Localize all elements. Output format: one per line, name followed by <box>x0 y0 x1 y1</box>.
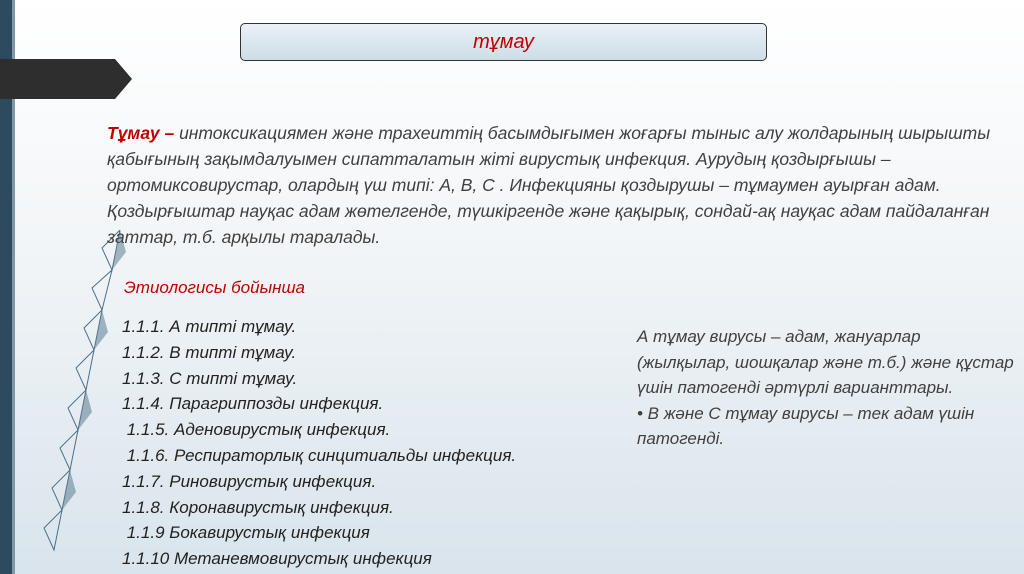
side-note <box>637 324 1017 452</box>
decor-triangle <box>60 430 78 470</box>
list-item: 1.1.10 Метаневмовирустық инфекция <box>122 549 432 569</box>
etiology-list <box>122 314 516 572</box>
list-item: 1.1.5. Аденовирустық инфекция. <box>122 420 391 440</box>
list-item: 1.1.1. А типті тұмау. <box>122 317 297 336</box>
decorative-triangles <box>40 230 130 574</box>
list-item: 1.1.9 Бокавирустық инфекция <box>122 523 370 543</box>
list-item: 1.1.4. Парагриппозды инфекция. <box>122 394 384 414</box>
arrow-tab-decoration <box>0 59 132 99</box>
list-item: 1.1.2. В типті тұмау. <box>122 342 297 362</box>
decor-triangle <box>92 270 112 310</box>
decor-triangle <box>76 350 94 390</box>
list-item: 1.1.7. Риновирустық инфекция. <box>122 471 377 491</box>
side-note-line: • В және С тұмау вирусы – тек адам үшін патогенді. <box>637 403 975 448</box>
title-box <box>240 23 767 61</box>
definition-text: интоксикациямен және трахеиттің басымдығымен жоғарғы тыныс алу жолдарының шырышты қабығының зақымдалуымен сипатталатын жіті вирустық инфекция. Аурудың қоздырғышы –ортомиксовирустар, олардың үш типі: A, B, C . Инфекцияны қоздырушы – тұмаумен ауырған адам. Қоздырғыштар науқас адам жөтелгенде, түшкіргенде және қақырық, сондай-ақ науқас адам пайдаланған заттар, т.б. арқылы таралады. <box>107 123 991 247</box>
definition-paragraph <box>107 120 1007 250</box>
list-item: 1.1.8. Коронавирустық инфекция. <box>122 497 394 517</box>
decor-triangle <box>44 510 62 550</box>
slide-title: тұмау <box>473 30 534 53</box>
list-item: 1.1.3. С типті тұмау. <box>122 368 298 388</box>
definition-term: Тұмау – <box>107 123 175 143</box>
list-item: 1.1.6. Респираторлық синцитиальды инфекция. <box>122 445 517 465</box>
side-note-line: А тұмау вирусы – адам, жануарлар (жылқылар, шошқалар және т.б.) және құстар үшін патогенді әртүрлі варианттары. <box>637 327 1014 397</box>
etiology-heading: Этиологисы бойынша <box>124 278 306 297</box>
